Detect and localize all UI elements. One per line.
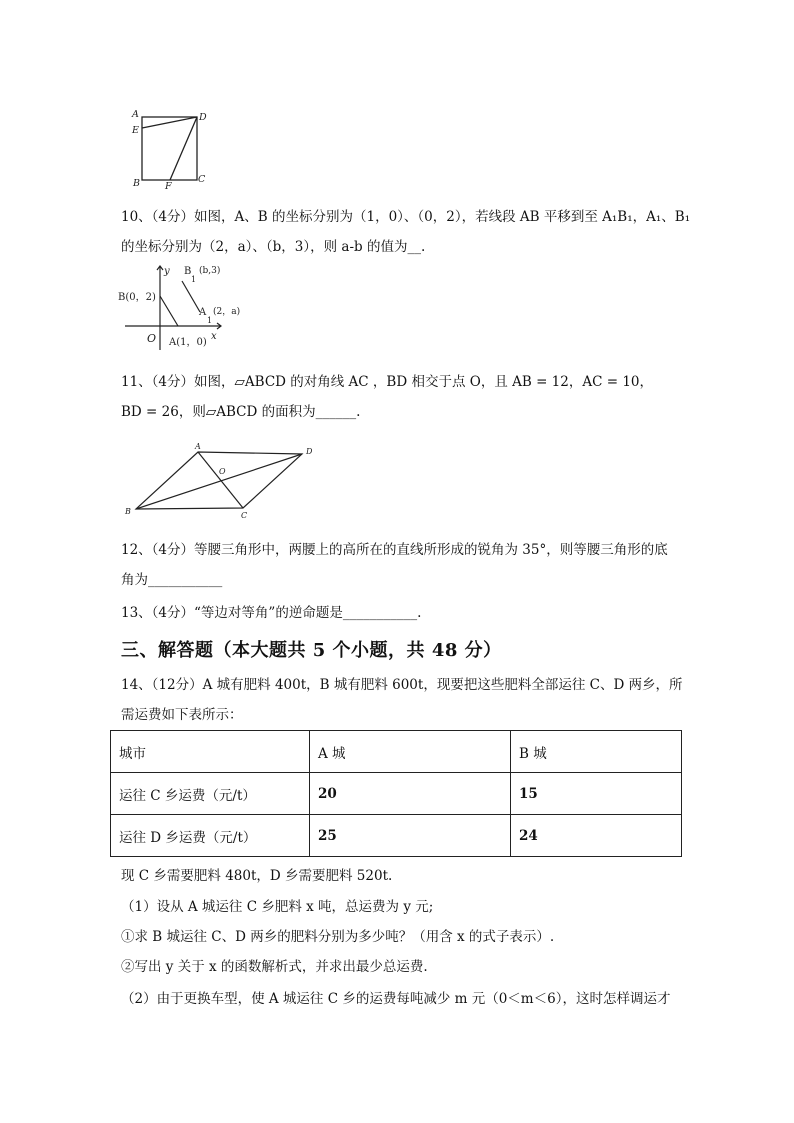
freight-table [110,730,682,857]
section-heading: 三、解答题（本大题共 5 个小题，共 48 分） [121,640,502,661]
para-label-a: A [195,442,201,451]
origin-label: O [147,332,157,345]
point-a1-label: A [199,307,207,318]
table-cell: 15 [511,773,682,815]
q11-line2: BD = 26，则▱ABCD 的面积为______. [121,404,361,420]
q14-line5: ①求 B 城运往 C、D 两乡的肥料分别为多少吨？（用含 x 的式子表示）. [121,929,555,945]
table-cell: 运往 C 乡运费（元/t） [111,773,310,815]
square-label-e: E [132,125,139,136]
parallelogram-figure [122,442,322,522]
point-a-label: A(1，0) [169,337,207,348]
q14-line1: 14、（12分）A 城有肥料 400t，B 城有肥料 600t，现要把这些肥料全部运往 C、D 两乡，所 [121,677,683,693]
q12-line2: 角为___________ [121,572,223,588]
q14-line3: 现 C 乡需要肥料 480t，D 乡需要肥料 520t. [121,868,393,884]
q11-line1: 11、（4分）如图，▱ABCD 的对角线 AC ，BD 相交于点 O，且 AB = 12，AC = 10， [121,374,654,390]
table-cell: 24 [511,815,682,857]
table-row [111,815,682,857]
q14-line4: （1）设从 A 城运往 C 乡肥料 x 吨，总运费为 y 元; [121,899,434,915]
para-label-b: B [125,507,131,516]
square-label-b: B [133,178,140,189]
point-a1-sub: 1 [207,316,213,325]
square-figure [128,106,218,192]
para-label-c: C [241,511,248,520]
coordinate-figure [115,260,255,352]
point-a1-coord: (2，a) [213,307,241,317]
q10-line1: 10、（4分）如图，A、B 的坐标分别为（1，0）、（0，2），若线段 AB 平移到至 A₁B₁，A₁、B₁ [121,209,691,225]
q14-line7: （2）由于更换车型，使 A 城运往 C 乡的运费每吨减少 m 元（0＜m＜6），这时怎样调运才 [121,991,671,1007]
y-axis-label: y [164,266,170,277]
point-b-label: B(0，2) [118,292,156,303]
point-b1-coord: (b,3) [199,266,221,276]
table-cell: 20 [310,773,511,815]
table-cell: 25 [310,815,511,857]
table-header-cell: 城市 [111,731,310,773]
square-label-d: D [199,112,207,123]
q12-line1: 12、（4分）等腰三角形中，两腰上的高所在的直线所形成的锐角为 35°，则等腰三角形的底 [121,542,668,558]
q10-line2: 的坐标分别为（2，a）、（b，3），则 a-b 的值为__. [121,239,426,255]
table-cell: 运往 D 乡运费（元/t） [111,815,310,857]
para-label-d: D [306,447,313,456]
table-header-row [111,731,682,773]
square-label-a: A [132,109,139,120]
square-label-f: F [165,181,172,192]
q14-line6: ②写出 y 关于 x 的函数解析式，并求出最少总运费. [121,959,428,975]
q13-line1: 13、（4分）“等边对等角”的逆命题是___________. [121,605,422,621]
point-b1-label: B [184,266,192,277]
q14-line2: 需运费如下表所示： [121,707,243,723]
x-axis-label: x [211,331,217,342]
table-header-cell: A 城 [310,731,511,773]
square-label-c: C [198,174,206,185]
point-b1-sub: 1 [191,275,197,284]
table-header-cell: B 城 [511,731,682,773]
para-label-o: O [219,467,226,476]
table-row [111,773,682,815]
